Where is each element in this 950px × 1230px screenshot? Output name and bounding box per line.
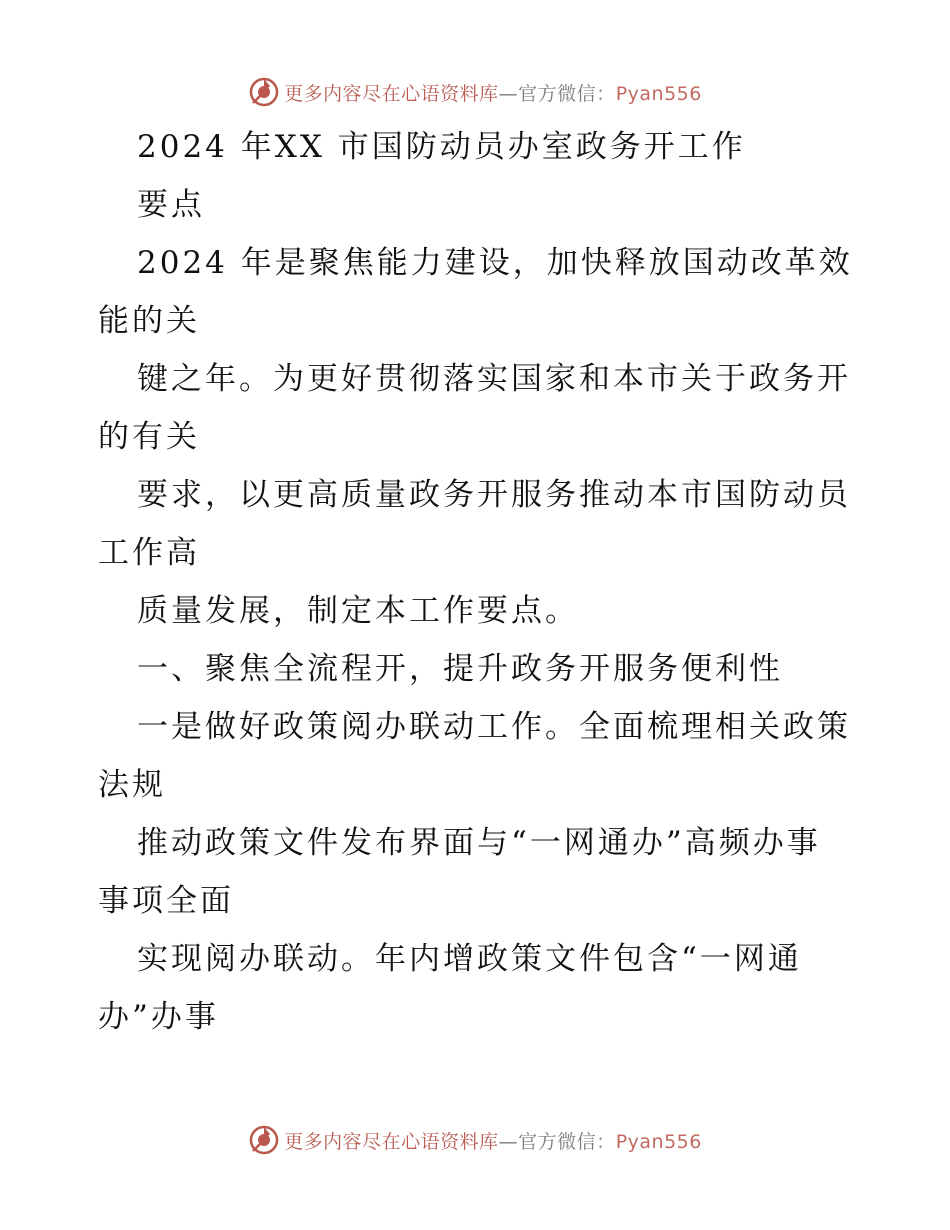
paragraph-line: 法规 xyxy=(98,767,166,803)
footer-banner xyxy=(0,1120,950,1160)
doc-title-line-2: 要点 xyxy=(137,187,205,223)
header-banner xyxy=(0,72,950,112)
paragraph-line: 一是做好政策阅办联动工作。全面梳理相关政策 xyxy=(137,709,851,745)
paragraph-line: 2024 年是聚焦能力建设，加快释放国动改革效 xyxy=(137,245,853,281)
paragraph-line: 事项全面 xyxy=(98,883,234,919)
doc-title-line-1: 2024 年XX 市国防动员办室政务开工作 xyxy=(137,129,746,165)
paragraph-line: 能的关 xyxy=(98,303,200,339)
paragraph-line: 质量发展，制定本工作要点。 xyxy=(137,593,579,629)
banner-separator: — xyxy=(498,1130,519,1153)
banner-separator: — xyxy=(498,82,519,105)
banner-title: 更多内容尽在心语资料库 xyxy=(284,82,499,105)
banner-handle: Pyan556 xyxy=(615,82,702,105)
banner-wechat-label: 官方微信： xyxy=(518,1130,616,1153)
banner-handle: Pyan556 xyxy=(615,1130,702,1153)
paragraph-line: 推动政策文件发布界面与“一网通办”高频办事 xyxy=(137,825,821,861)
paragraph-line: 实现阅办联动。年内增政策文件包含“一网通 xyxy=(137,941,802,977)
banner-wechat-label: 官方微信： xyxy=(518,82,616,105)
banner-title: 更多内容尽在心语资料库 xyxy=(284,1130,499,1153)
paragraph-line: 要求，以更高质量政务开服务推动本市国防动员 xyxy=(137,477,851,513)
paragraph-line: 工作高 xyxy=(98,535,200,571)
paragraph-line: 办”办事 xyxy=(98,999,219,1035)
paragraph-line: 的有关 xyxy=(98,419,200,455)
section-heading: 一、聚焦全流程开，提升政务开服务便利性 xyxy=(137,651,783,687)
pen-logo-icon xyxy=(248,76,280,108)
paragraph-line: 键之年。为更好贯彻落实国家和本市关于政务开 xyxy=(137,361,851,397)
pen-logo-icon xyxy=(248,1124,280,1156)
